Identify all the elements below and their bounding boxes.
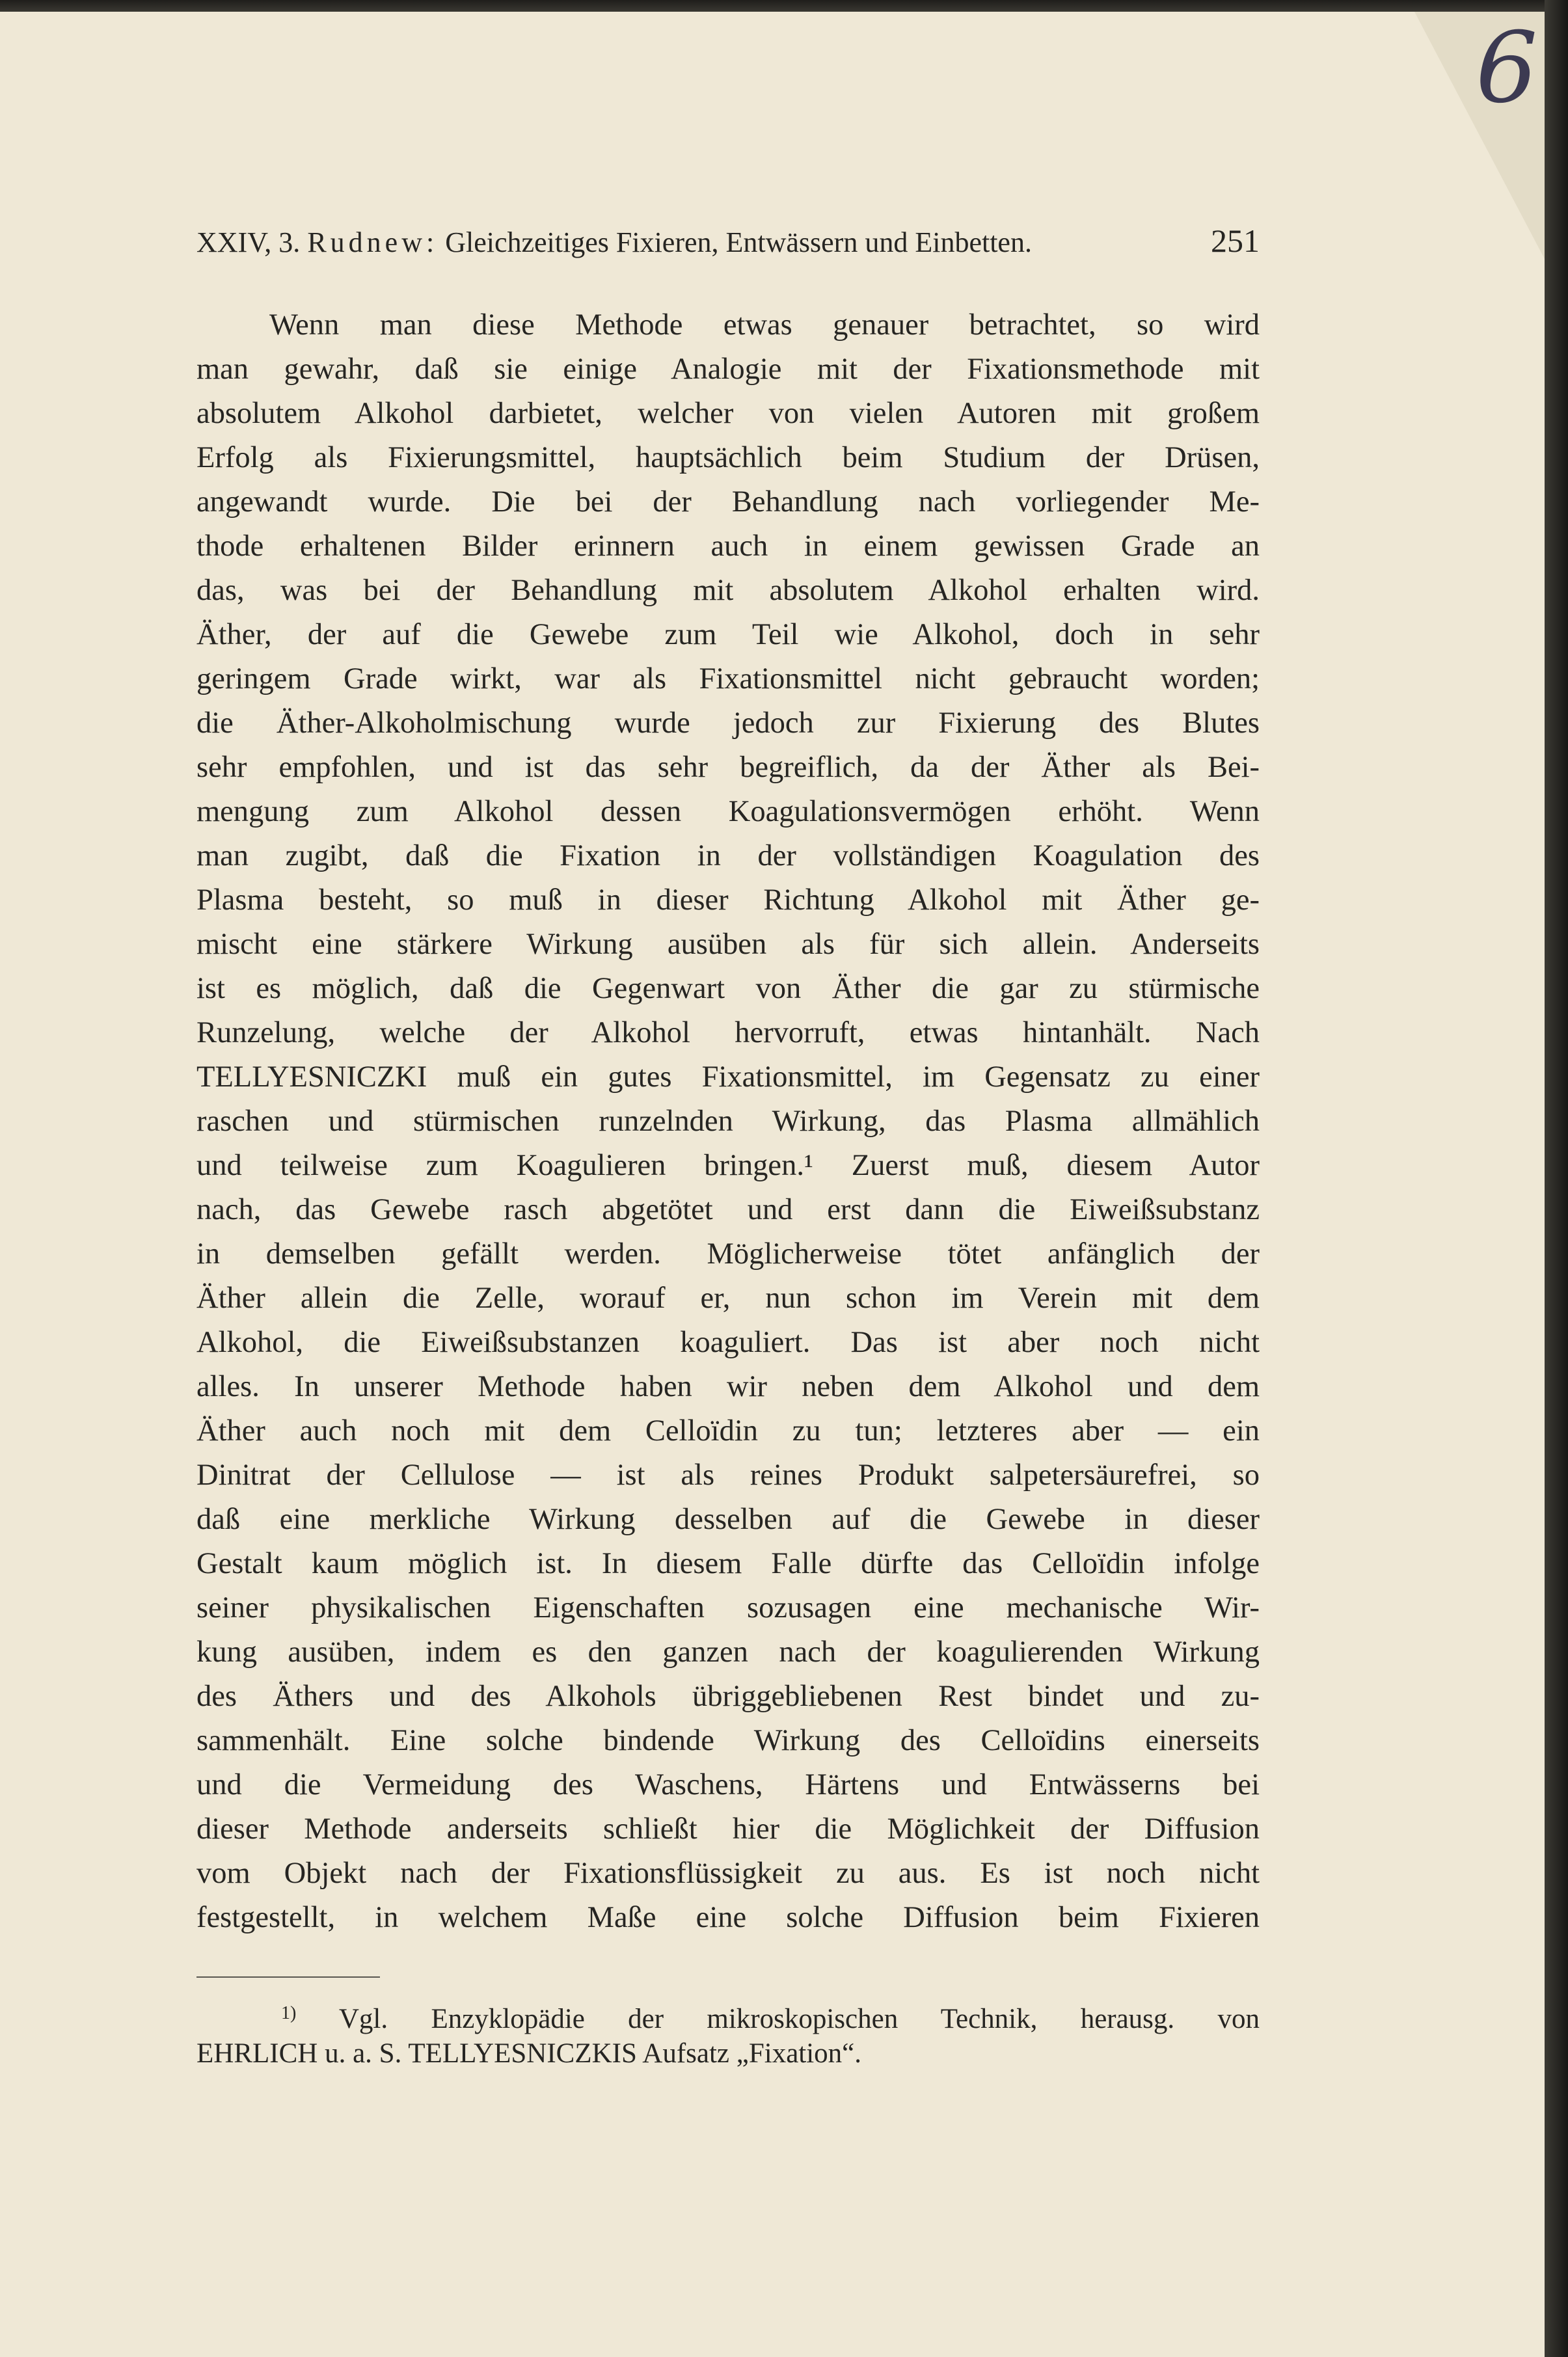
scan-border-right	[1545, 0, 1568, 2357]
body-text	[196, 303, 1260, 1940]
body-line: Erfolg als Fixierungsmittel, hauptsächlich beim Studium der Drüsen,	[196, 441, 1260, 474]
footnote-line-1	[196, 1993, 1260, 2034]
body-line: absolutem Alkohol darbietet, welcher von vielen Autoren mit großem	[196, 397, 1260, 430]
body-line: Äther, der auf die Gewebe zum Teil wie Alkohol, doch in sehr	[196, 618, 1260, 651]
body-line: kung ausüben, indem es den ganzen nach der koagulierenden Wirkung	[196, 1636, 1260, 1669]
body-line: vom Objekt nach der Fixationsflüssigkeit zu aus. Es ist noch nicht	[196, 1857, 1260, 1890]
body-line: die Äther-Alkoholmischung wurde jedoch zur Fixierung des Blutes	[196, 707, 1260, 740]
running-head-author: Rudnew:	[307, 226, 439, 258]
article-title: Gleichzeitiges Fixieren, Entwässern und Einbetten.	[445, 226, 1032, 258]
footnotes	[196, 1993, 1260, 2074]
body-line: mischt eine stärkere Wirkung ausüben als für sich allein. Anderseits	[196, 928, 1260, 961]
body-line: Gestalt kaum möglich ist. In diesem Falle dürfte das Celloïdin infolge	[196, 1547, 1260, 1580]
body-line: sehr empfohlen, und ist das sehr begreiflich, da der Äther als Bei-	[196, 751, 1260, 784]
body-line: und teilweise zum Koagulieren bringen.¹ Zuerst muß, diesem Autor	[196, 1149, 1260, 1182]
footnote-marker: 1)	[281, 2003, 297, 2023]
body-line: Plasma besteht, so muß in dieser Richtung Alkohol mit Äther ge-	[196, 883, 1260, 917]
body-line: Alkohol, die Eiweißsubstanzen koaguliert. Das ist aber noch nicht	[196, 1326, 1260, 1359]
body-line: raschen und stürmischen runzelnden Wirkung, das Plasma allmählich	[196, 1105, 1260, 1138]
body-line: alles. In unserer Methode haben wir neben dem Alkohol und dem	[196, 1370, 1260, 1403]
handwritten-folio-mark: 6	[1476, 12, 1538, 125]
body-line: des Äthers und des Alkohols übriggebliebenen Rest bindet und zu-	[196, 1680, 1260, 1713]
body-line: Äther auch noch mit dem Celloïdin zu tun; letzteres aber — ein	[196, 1414, 1260, 1448]
volume-number: XXIV, 3.	[196, 226, 301, 258]
body-line: festgestellt, in welchem Maße eine solche Diffusion beim Fixieren	[196, 1901, 1260, 1934]
body-line: daß eine merkliche Wirkung desselben auf die Gewebe in dieser	[196, 1503, 1260, 1536]
body-line: seiner physikalischen Eigenschaften sozusagen eine mechanische Wir-	[196, 1591, 1260, 1624]
body-line: Äther allein die Zelle, worauf er, nun schon im Verein mit dem	[196, 1282, 1260, 1315]
body-line: Runzelung, welche der Alkohol hervorruft, etwas hintanhält. Nach	[196, 1016, 1260, 1049]
body-line: geringem Grade wirkt, war als Fixationsmittel nicht gebraucht worden;	[196, 662, 1260, 695]
body-line: man gewahr, daß sie einige Analogie mit der Fixationsmethode mit	[196, 353, 1260, 386]
body-line: TELLYESNICZKI muß ein gutes Fixationsmittel, im Gegensatz zu einer	[196, 1060, 1260, 1094]
footnote-line-2: EHRLICH u. a. S. TELLYESNICZKIS Aufsatz „Fixation“.	[196, 2038, 862, 2069]
body-line: Dinitrat der Cellulose — ist als reines Produkt salpetersäurefrei, so	[196, 1459, 1260, 1492]
body-line: man zugibt, daß die Fixation in der vollständigen Koagulation des	[196, 839, 1260, 872]
body-line: ist es möglich, daß die Gegenwart von Äther die gar zu stürmische	[196, 972, 1260, 1005]
scan-border-top	[0, 0, 1568, 12]
footnote-separator	[196, 1976, 380, 1978]
body-line: mengung zum Alkohol dessen Koagulationsvermögen erhöht. Wenn	[196, 795, 1260, 828]
body-line: thode erhaltenen Bilder erinnern auch in einem gewissen Grade an	[196, 530, 1260, 563]
body-line: Wenn man diese Methode etwas genauer betrachtet, so wird	[269, 308, 1260, 342]
body-line: sammenhält. Eine solche bindende Wirkung des Celloïdins einerseits	[196, 1724, 1260, 1757]
body-line: nach, das Gewebe rasch abgetötet und erst dann die Eiweißsubstanz	[196, 1193, 1260, 1226]
body-line: das, was bei der Behandlung mit absolutem Alkohol erhalten wird.	[196, 574, 1260, 607]
body-line: dieser Methode anderseits schließt hier die Möglichkeit der Diffusion	[196, 1812, 1260, 1846]
running-head	[196, 224, 1260, 257]
running-head-title	[196, 228, 1032, 257]
footnote-text-1: Vgl. Enzyklopädie der mikroskopischen Technik, herausg. von	[338, 2004, 1260, 2034]
page-number: 251	[1211, 222, 1260, 259]
body-line: angewandt wurde. Die bei der Behandlung nach vorliegender Me-	[196, 485, 1260, 519]
body-line: und die Vermeidung des Waschens, Härtens und Entwässerns bei	[196, 1768, 1260, 1801]
body-line: in demselben gefällt werden. Möglicherweise tötet anfänglich der	[196, 1237, 1260, 1271]
